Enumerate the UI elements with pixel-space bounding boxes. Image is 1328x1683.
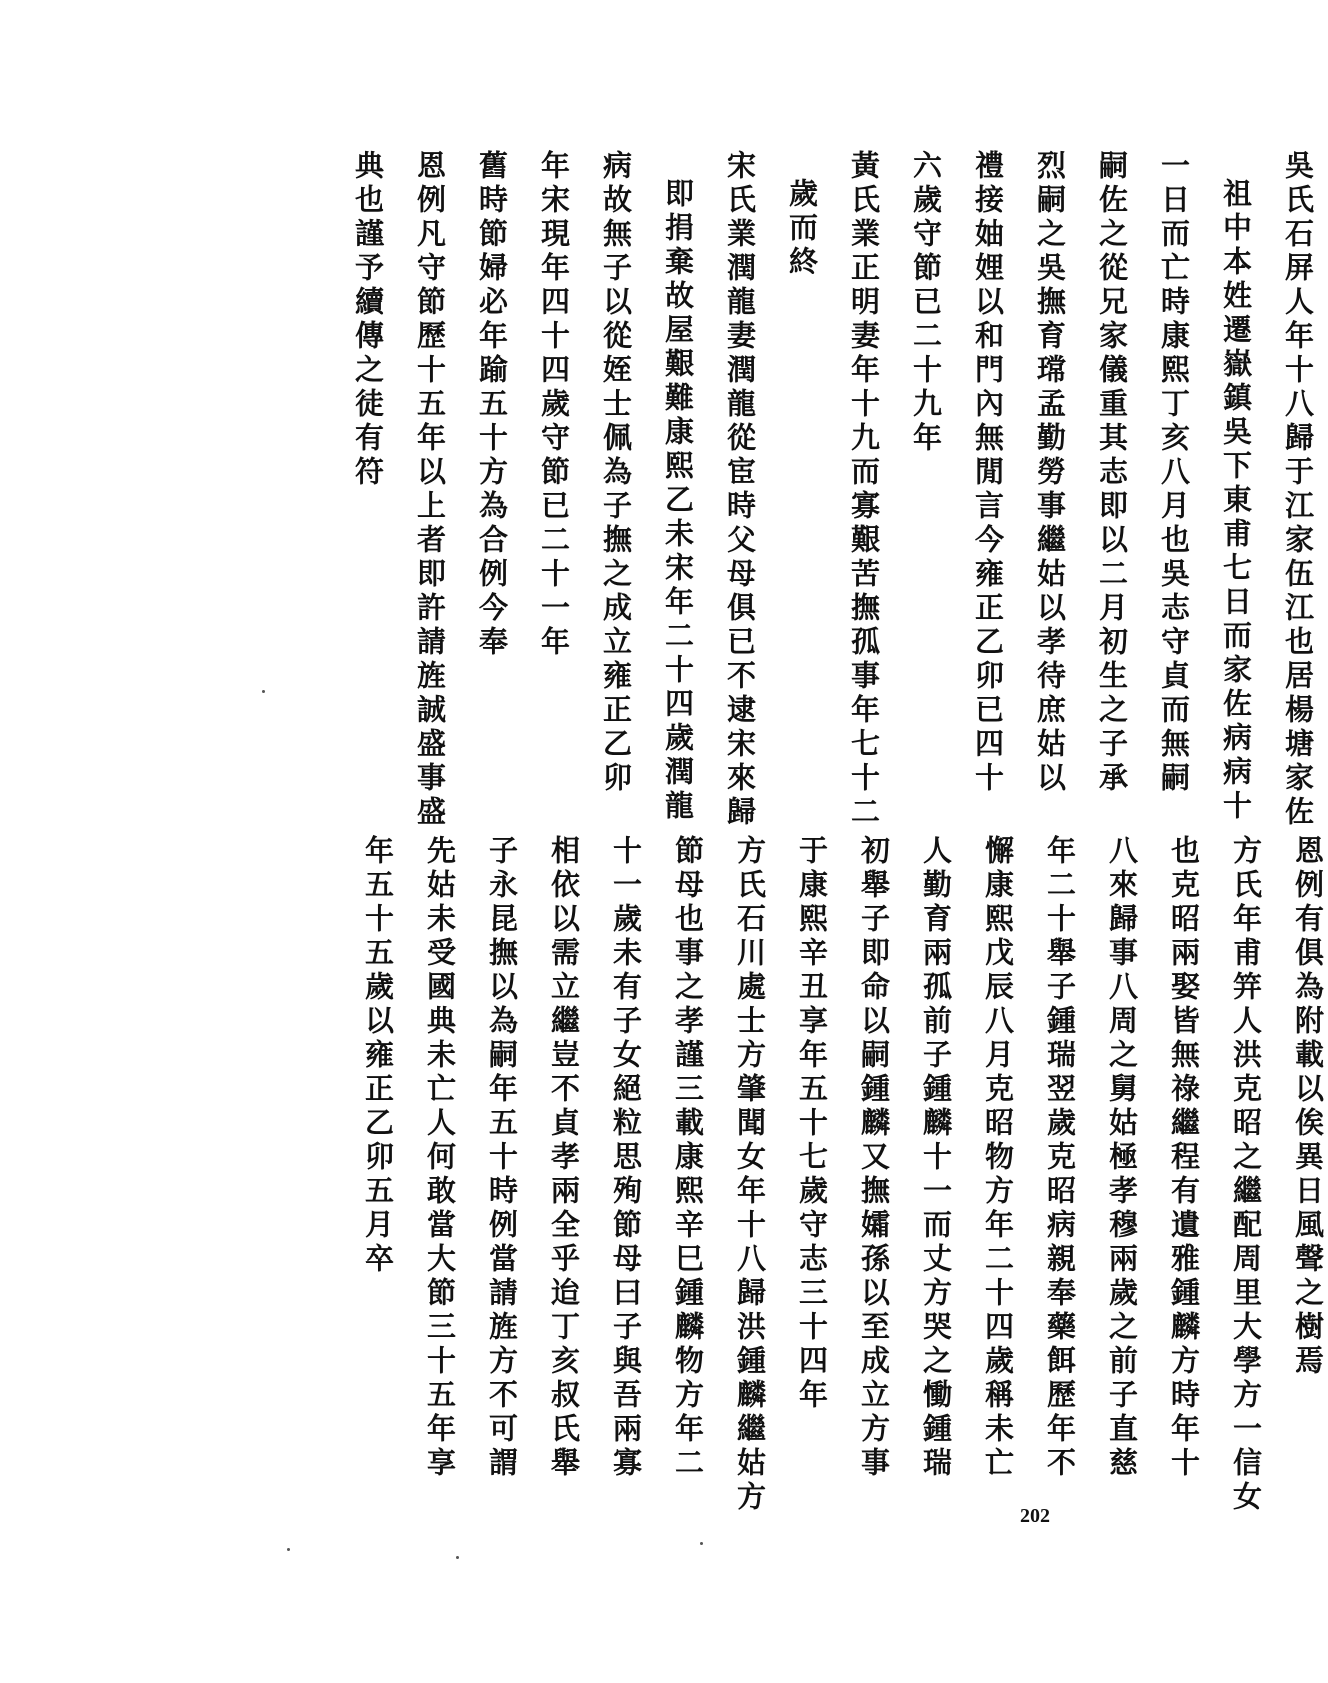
text-column: 吳氏石屏人年十八歸于江家伍江也居楊塘家佐: [1281, 150, 1315, 830]
text-column: 人勤育兩孤前子鍾麟十一而丈方哭之慟鍾瑞: [919, 835, 953, 1481]
text-column: 年二十舉子鍾瑞翌歲克昭病親奉藥餌歷年不: [1043, 835, 1077, 1481]
text-column: 祖中本姓遷嶽鎮吳下東甫七日而家佐病病十: [1219, 178, 1253, 824]
text-column: 典也謹予續傳之徒有符: [351, 150, 385, 490]
text-column: 初舉子即命以嗣鍾麟又撫孀孫以至成立方事: [857, 835, 891, 1481]
text-column: 六歲守節已二十九年: [909, 150, 943, 456]
text-column: 方氏石川處士方肇聞女年十八歸洪鍾麟繼姑方: [733, 835, 767, 1515]
text-column: 年五十五歲以雍正乙卯五月卒: [361, 835, 395, 1277]
text-column: 也克昭兩娶皆無祿繼程有遺雅鍾麟方時年十: [1167, 835, 1201, 1481]
scan-speck: [262, 690, 265, 693]
text-column: 相依以需立繼豈不貞孝兩全乎迨丁亥叔氏舉: [547, 835, 581, 1481]
text-column: 恩例有俱為附載以俟異日風聲之樹焉: [1291, 835, 1325, 1379]
text-column: 子永昆撫以為嗣年五十時例當請旌方不可謂: [485, 835, 519, 1481]
upper-text-block: [348, 150, 1318, 830]
page-number: 202: [1020, 1505, 1050, 1527]
text-column: 黃氏業正明妻年十九而寡艱苦撫孤事年七十二: [847, 150, 881, 830]
text-column: 懈康熙戊辰八月克昭物方年二十四歲稱未亡: [981, 835, 1015, 1481]
text-column: 嗣佐之從兄家儀重其志即以二月初生之子承: [1095, 150, 1129, 796]
text-column: 先姑未受國典未亡人何敢當大節三十五年享: [423, 835, 457, 1481]
text-column: 舊時節婦必年踰五十方為合例今奉: [475, 150, 509, 660]
text-column: 禮接妯娌以和門內無閒言今雍正乙卯已四十: [971, 150, 1005, 796]
text-column: 病故無子以從姪士佩為子撫之成立雍正乙卯: [599, 150, 633, 796]
text-column: 節母也事之孝謹三載康熙辛巳鍾麟物方年二: [671, 835, 705, 1481]
text-column: 即捐棄故屋艱難康熙乙未宋年二十四歲潤龍: [661, 178, 695, 824]
text-column: 十一歲未有子女絕粒思殉節母曰子與吾兩寡: [609, 835, 643, 1481]
lower-text-block: [358, 835, 1328, 1515]
text-column: 八來歸事八周之舅姑極孝穆兩歲之前子直慈: [1105, 835, 1139, 1481]
text-column: 于康熙辛丑享年五十七歲守志三十四年: [795, 835, 829, 1413]
text-column: 宋氏業潤龍妻潤龍從宦時父母俱已不逮宋來歸: [723, 150, 757, 830]
text-column: 一日而亡時康熙丁亥八月也吳志守貞而無嗣: [1157, 150, 1191, 796]
text-column: 方氏年甫笄人洪克昭之繼配周里大學方一信女: [1229, 835, 1263, 1515]
text-column: 年宋現年四十四歲守節已二十一年: [537, 150, 571, 660]
text-column: 歲而終: [785, 178, 819, 280]
scan-speck: [287, 1548, 290, 1551]
text-column: 恩例凡守節歷十五年以上者即許請旌誠盛事盛: [413, 150, 447, 830]
text-column: 烈嗣之吳撫育瑺孟勤勞事繼姑以孝待庶姑以: [1033, 150, 1067, 796]
scan-speck: [700, 1542, 703, 1545]
scan-speck: [456, 1556, 459, 1559]
